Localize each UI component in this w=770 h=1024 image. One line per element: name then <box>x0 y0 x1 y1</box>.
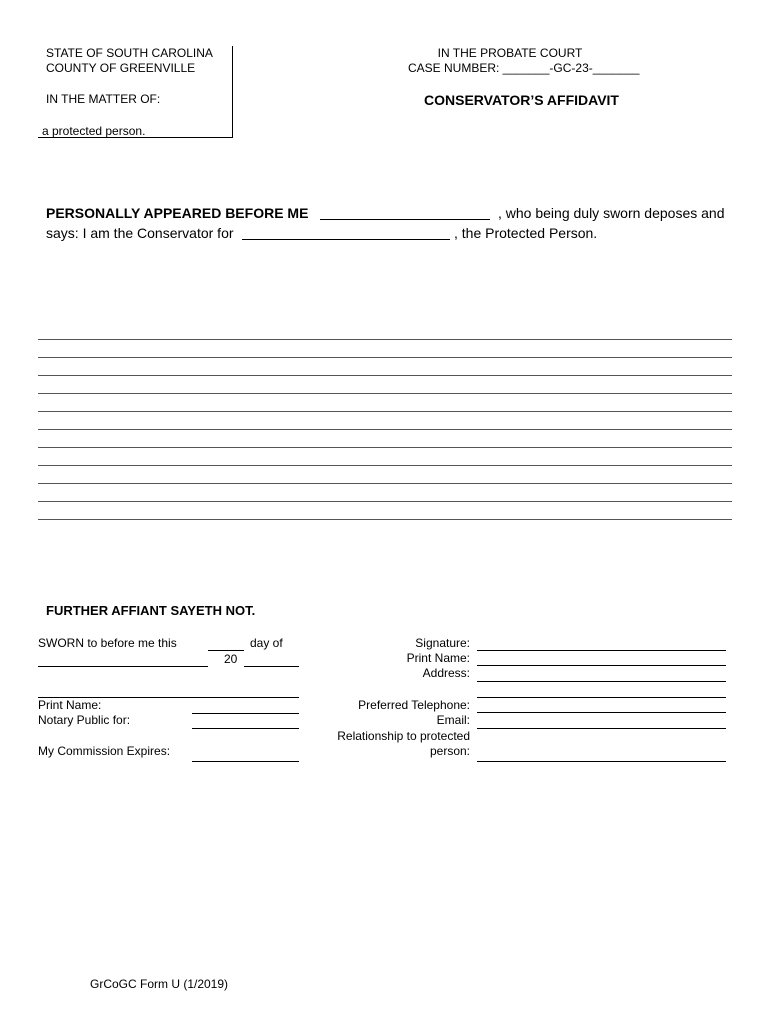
email-label: Email: <box>436 713 470 727</box>
address-label: Address: <box>422 666 470 680</box>
ruled-line[interactable] <box>38 375 732 376</box>
ruled-line[interactable] <box>38 339 732 340</box>
protected-person-name-field[interactable] <box>242 239 450 240</box>
month-field[interactable] <box>38 666 208 667</box>
notary-state-field[interactable] <box>192 728 299 729</box>
appeared-label: PERSONALLY APPEARED BEFORE ME <box>46 205 309 221</box>
ruled-line[interactable] <box>38 501 732 502</box>
affiant-name-field[interactable] <box>320 219 490 220</box>
county-label: COUNTY OF GREENVILLE <box>46 61 196 75</box>
signature-field[interactable] <box>477 650 726 651</box>
notary-print-name-field[interactable] <box>192 713 299 714</box>
relationship-person-label: person: <box>429 744 470 758</box>
case-number[interactable]: CASE NUMBER: _______-GC-23-_______ <box>408 61 640 75</box>
notary-public-label: Notary Public for: <box>38 713 131 727</box>
day-of-label: day of <box>250 636 283 650</box>
protected-person-label: a protected person. <box>42 124 146 138</box>
sworn-label: SWORN to before me this <box>38 636 177 650</box>
year-field[interactable] <box>244 666 299 667</box>
ruled-line[interactable] <box>38 519 732 520</box>
ruled-line[interactable] <box>38 465 732 466</box>
telephone-label: Preferred Telephone: <box>358 698 470 712</box>
ruled-line[interactable] <box>38 411 732 412</box>
page-title: CONSERVATOR’S AFFIDAVIT <box>424 92 619 108</box>
caption-divider <box>232 46 233 138</box>
ruled-line[interactable] <box>38 429 732 430</box>
email-field[interactable] <box>477 728 726 729</box>
deposes-text: , who being duly sworn deposes and <box>498 205 725 221</box>
ruled-line[interactable] <box>38 483 732 484</box>
print-name-field[interactable] <box>477 665 726 666</box>
protected-text: , the Protected Person. <box>454 225 598 241</box>
notary-print-name-label: Print Name: <box>38 698 102 712</box>
day-field[interactable] <box>208 650 244 651</box>
print-name-label: Print Name: <box>406 651 470 665</box>
relationship-field[interactable] <box>477 761 726 762</box>
state-label: STATE OF SOUTH CAROLINA <box>46 46 213 60</box>
commission-expires-field[interactable] <box>192 761 299 762</box>
form-id: GrCoGC Form U (1/2019) <box>90 977 229 991</box>
ruled-line[interactable] <box>38 393 732 394</box>
relationship-label: Relationship to protected <box>337 729 470 743</box>
matter-label: IN THE MATTER OF: <box>46 92 161 106</box>
ruled-line[interactable] <box>38 447 732 448</box>
commission-label: My Commission Expires: <box>38 744 171 758</box>
says-text: says: I am the Conservator for <box>46 225 234 241</box>
year-prefix: 20 <box>224 652 238 666</box>
address-field-1[interactable] <box>477 681 726 682</box>
court-label: IN THE PROBATE COURT <box>437 46 583 60</box>
telephone-field[interactable] <box>477 712 726 713</box>
address-field-2[interactable] <box>477 697 726 698</box>
ruled-line[interactable] <box>38 357 732 358</box>
signature-label: Signature: <box>415 636 470 650</box>
further-affiant-label: FURTHER AFFIANT SAYETH NOT. <box>46 603 256 618</box>
